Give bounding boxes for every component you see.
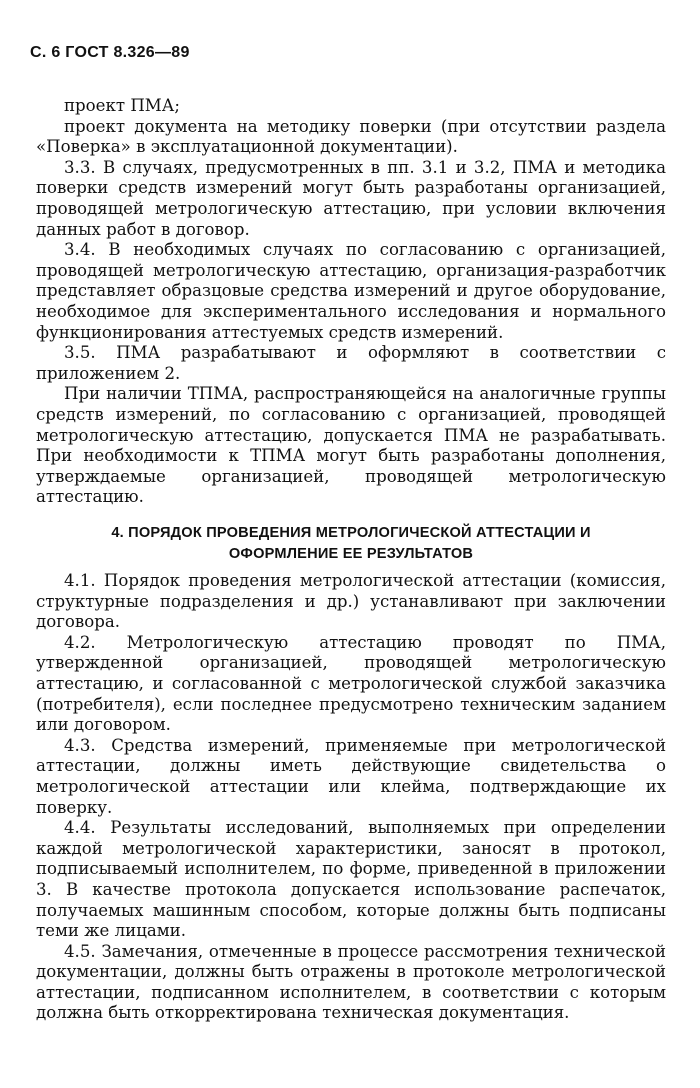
section-heading [36,523,666,565]
paragraph: При наличии ТПМА, распространяющейся на аналогичные группы средств измерений, по согласованию с организацией, проводящей метрологическую аттестацию, допускается ПМА не разрабатывать. При необходимости к ТПМА могут быть разработаны дополнения, утверждаемые организацией, проводящей метрологическую аттестацию. [36,384,666,507]
text-block-section-3 [36,96,666,508]
paragraph-4-4: 4.4. Результаты исследований, выполняемых при определении каждой метрологической характеристики, заносят в протокол, подписываемый исполнителем, по форме, приведенной в приложении 3. В качестве протокола допускается использование распечаток, получаемых машинным способом, которые должны быть подписаны теми же лицами. [36,818,666,941]
paragraph-4-1: 4.1. Порядок проведения метрологической аттестации (комиссия, структурные подразделения и др.) устанавливают при заключении договора. [36,571,666,632]
paragraph: проект ПМА; [64,96,180,115]
section-heading-line-1: 4. ПОРЯДОК ПРОВЕДЕНИЯ МЕТРОЛОГИЧЕСКОЙ АТТЕСТАЦИИ И [111,525,591,541]
section-heading-line-2: ОФОРМЛЕНИЕ ЕЕ РЕЗУЛЬТАТОВ [228,546,474,562]
paragraph-3-5: 3.5. ПМА разрабатывают и оформляют в соответствии с приложением 2. [36,343,666,383]
paragraph-4-5: 4.5. Замечания, отмеченные в процессе рассмотрения технической документации, должны быть отражены в протоколе метрологической аттестации, подписанном исполнителем, в соответствии с которым должна быть откорректирована техническая документация. [36,941,666,1023]
text-block-section-4 [36,571,666,1024]
paragraph: проект документа на методику поверки (при отсутствии раздела «Поверка» в эксплуатационной документации). [36,116,666,157]
paragraph-3-4: 3.4. В необходимых случаях по согласованию с организацией, проводящей метрологическую аттестацию, организация-разработчик представляет образцовые средства измерений и другое оборудование, необходимое для экспериментального исследования и нормального функционирования аттестуемых средств измерений. [36,240,666,342]
paragraph-3-3: 3.3. В случаях, предусмотренных в пп. 3.1 и 3.2, ПМА и методика поверки средств измерений могут быть разработаны организацией, проводящей метрологическую аттестацию, при условии включения данных работ в договор. [36,157,666,239]
paragraph-4-3: 4.3. Средства измерений, применяемые при метрологической аттестации, должны иметь действующие свидетельства о метрологической аттестации или клейма, подтверждающие их поверку. [36,735,666,817]
paragraph-4-2: 4.2. Метрологическую аттестацию проводят по ПМА, утвержденной организацией, проводящей метрологическую аттестацию, и согласованной с метрологической службой заказчика (потребителя), если последнее предусмотрено техническим заданием или договором. [36,632,666,735]
running-head: С. 6 ГОСТ 8.326—89 [30,44,190,61]
